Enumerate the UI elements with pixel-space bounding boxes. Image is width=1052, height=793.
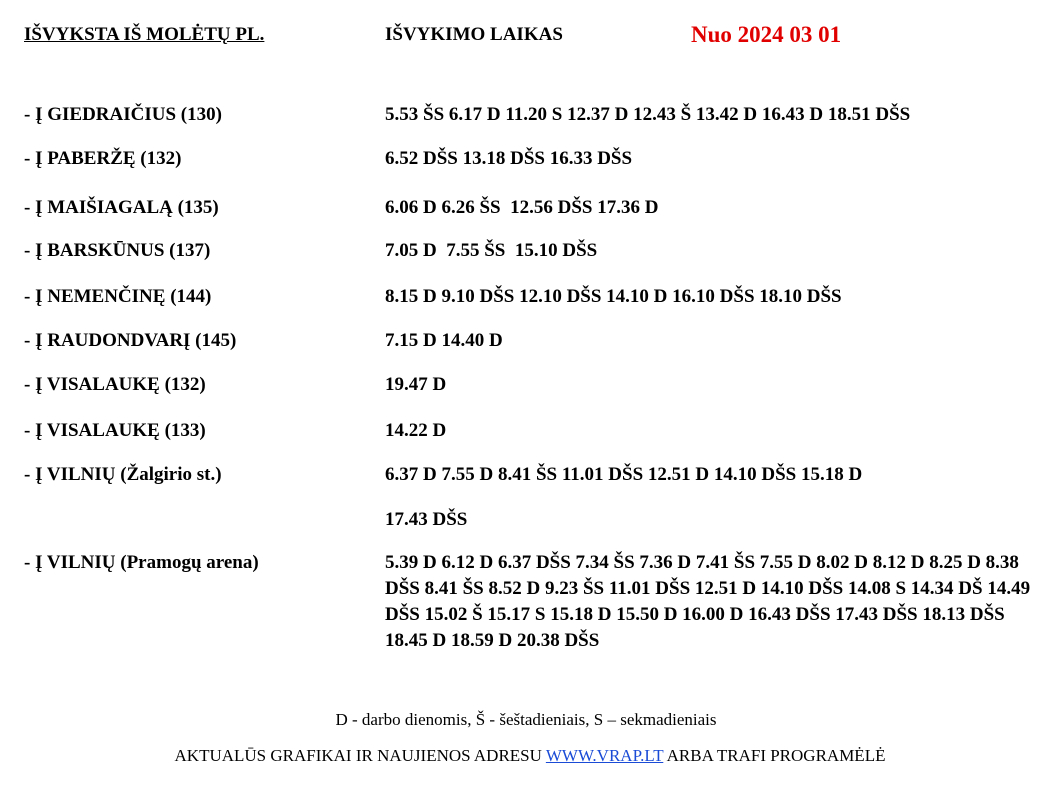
departure-time-heading: IŠVYKIMO LAIKAS [385, 24, 563, 45]
route-name-raudondvaris: - Į RAUDONDVARĮ (145) [24, 330, 237, 351]
footer-text-after: ARBA TRAFI PROGRAMĖLĖ [663, 746, 886, 765]
footer-note [0, 745, 1052, 767]
route-name-paberze: - Į PABERŽĘ (132) [24, 148, 182, 169]
route-name-visalauke-133: - Į VISALAUKĘ (133) [24, 420, 206, 441]
route-name-barskunai: - Į BARSKŪNUS (137) [24, 240, 211, 261]
route-name-visalauke-132: - Į VISALAUKĘ (132) [24, 374, 206, 395]
route-name-vilnius-pramogu-arena: - Į VILNIŲ (Pramogų arena) [24, 552, 259, 573]
route-times-nemencine: 8.15 D 9.10 DŠS 12.10 DŠS 14.10 D 16.10 DŠS 18.10 DŠS [385, 286, 842, 307]
route-name-vilnius-zalgirio: - Į VILNIŲ (Žalgirio st.) [24, 464, 222, 485]
effective-date: Nuo 2024 03 01 [691, 22, 842, 47]
route-name-giedraiciai: - Į GIEDRAIČIUS (130) [24, 104, 222, 125]
footer-text-before: AKTUALŪS GRAFIKAI IR NAUJIENOS ADRESU [174, 746, 546, 765]
legend: D - darbo dienomis, Š - šeštadieniais, S – sekmadieniais [335, 710, 717, 729]
route-times-visalauke-133: 14.22 D [385, 420, 447, 441]
route-times-giedraiciai: 5.53 ŠS 6.17 D 11.20 S 12.37 D 12.43 Š 13.42 D 16.43 D 18.51 DŠS [385, 104, 911, 125]
route-times-barskunai: 7.05 D 7.55 ŠS 15.10 DŠS [385, 240, 598, 261]
route-times-maisiagala: 6.06 D 6.26 ŠS 12.56 DŠS 17.36 D [385, 197, 659, 218]
route-times-vilnius-pramogu-arena: 5.39 D 6.12 D 6.37 DŠS 7.34 ŠS 7.36 D 7.41 ŠS 7.55 D 8.02 D 8.12 D 8.25 D 8.38 DŠS 8.41 ŠS 8.52 D 9.23 ŠS 11.01 DŠS 12.51 D 14.10 DŠS 14.08 S 14.34 DŠ 14.49 DŠS 15.02 Š 15.17 S 15.18 D 15.50 D 16.00 D 16.43 DŠS 17.43 DŠS 18.13 DŠS 18.45 D 18.59 D 20.38 DŠS [385, 552, 1035, 651]
route-name-nemencine: - Į NEMENČINĘ (144) [24, 286, 212, 307]
departure-location-heading: IŠVYKSTA IŠ MOLĖTŲ PL. [24, 24, 265, 45]
route-name-maisiagala: - Į MAIŠIAGALĄ (135) [24, 197, 219, 218]
route-times-vilnius-zalgirio: 6.37 D 7.55 D 8.41 ŠS 11.01 DŠS 12.51 D 14.10 DŠS 15.18 D [385, 464, 863, 485]
route-times-visalauke-132: 19.47 D [385, 374, 447, 395]
route-times-paberze: 6.52 DŠS 13.18 DŠS 16.33 DŠS [385, 148, 633, 169]
vrap-website-link[interactable]: WWW.VRAP.LT [545, 746, 664, 765]
route-times-vilnius-zalgirio-continued: 17.43 DŠS [385, 509, 468, 530]
route-times-raudondvaris: 7.15 D 14.40 D [385, 330, 503, 351]
